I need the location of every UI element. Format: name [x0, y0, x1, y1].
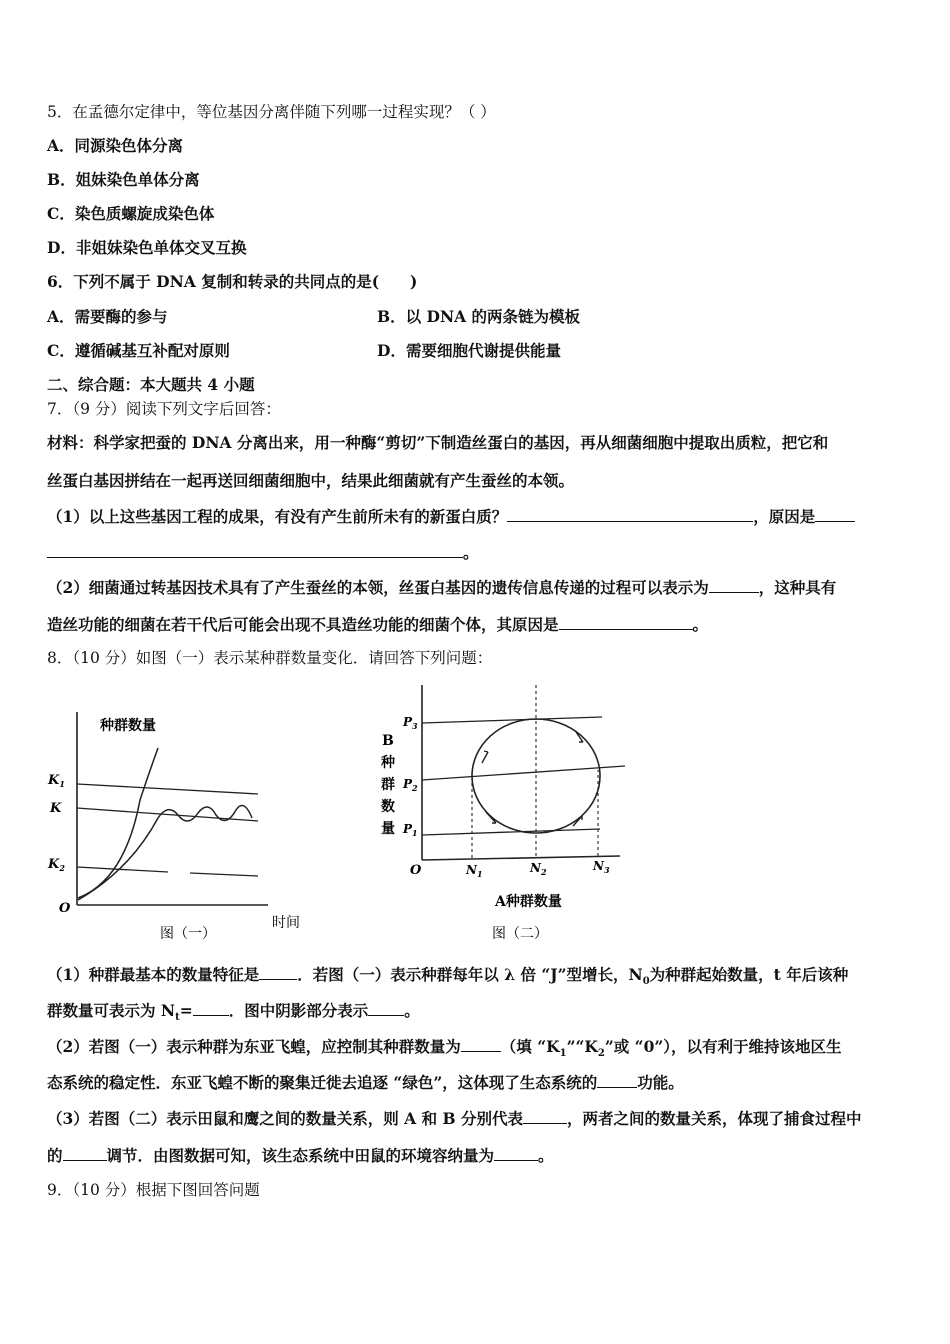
fig2-ylabel-4: 数 [381, 799, 395, 815]
q5-option-b: B．姐妹染色单体分离 [47, 170, 200, 189]
q8-answer-blank-7[interactable] [63, 1145, 107, 1161]
fig1-j-curve [78, 748, 158, 898]
q7-part1-line1 [47, 506, 855, 527]
q6-option-a: A．需要酶的参与 [47, 307, 168, 326]
figure-2 [370, 680, 640, 945]
q8-part3-line1 [47, 1108, 862, 1129]
q7-material-line1: 材料：科学家把蚕的 DNA 分离出来，用一种酶“剪切”下制造丝蛋白的基因，再从细菌细胞中提取出质粒，把它和 [47, 433, 829, 452]
q9-stem: 9．（10 分）根据下图回答问题 [47, 1181, 260, 1199]
q7-part1-reason: ，原因是 [753, 507, 816, 526]
fig2-p2-label: $P_2$ [403, 777, 418, 793]
q8-answer-blank-8[interactable] [494, 1145, 538, 1161]
q7-part2-cont: ，这种具有 [758, 578, 837, 597]
q8-answer-blank-6[interactable] [523, 1108, 567, 1124]
q8-part1-shaded: ．图中阴影部分表示 [228, 1001, 369, 1020]
fig2-p3-line [422, 717, 602, 723]
q8-part3-de: 的 [47, 1146, 63, 1165]
q8-part2-line1 [47, 1036, 842, 1064]
q8-part2-fill-k1: （填 “K [500, 1037, 560, 1056]
q7-part2-reason: 造丝功能的细菌在若干代后可能会出现不具造丝功能的细菌个体，其原因是 [47, 615, 559, 634]
q5-option-d: D．非姐妹染色单体交叉互换 [47, 238, 247, 257]
q5-option-a: A．同源染色体分离 [47, 136, 184, 155]
q7-part1-text: （1）以上这些基因工程的成果，有没有产生前所未有的新蛋白质？ [47, 507, 508, 526]
fig1-s-curve [78, 806, 252, 901]
figure-1 [40, 700, 320, 945]
q7-part2-end: 。 [692, 615, 709, 634]
fig2-ylabel-2: 种 [381, 755, 395, 771]
fig2-p3-label: $P_3$ [403, 715, 418, 731]
fig2-p2-line [422, 766, 625, 780]
q8-part1-cont2: 为种群起始数量，t 年后该种 [649, 965, 849, 984]
q8-part3-cont: ，两者之间的数量关系，体现了捕食过程中 [567, 1109, 862, 1128]
q8-part2-cont: ”或 “0”），以有利于维持该地区生 [604, 1037, 842, 1056]
q7-answer-blank-4[interactable] [709, 577, 759, 593]
q8-part1-text: （1）种群最基本的数量特征是 [47, 965, 260, 984]
q7-stem: 7．（9 分）阅读下列文字后回答： [47, 400, 281, 418]
q7-answer-blank-1[interactable] [507, 506, 753, 522]
q8-part1-line1 [47, 964, 848, 992]
q8-part2-sub2: 2 [597, 1048, 605, 1060]
q8-part3-text: （3）若图（二）表示田鼠和鹰之间的数量关系，则 A 和 B 分别代表 [47, 1109, 523, 1128]
fig1-k2-label: $K_2$ [48, 857, 65, 873]
fig2-arrow-lower-left [486, 812, 496, 823]
q7-answer-blank-2[interactable] [815, 506, 855, 522]
q8-part2-sub1: 1 [559, 1048, 567, 1060]
q8-answer-blank-1[interactable] [259, 964, 297, 980]
fig2-p1-line [422, 829, 600, 835]
q7-material-line2: 丝蛋白基因拼结在一起再送回细菌细胞中，结果此细菌就有产生蚕丝的本领。 [47, 471, 575, 490]
fig2-arrow-upper-left [482, 751, 488, 763]
q8-part3-text2: 调节．由图数据可知，该生态系统中田鼠的环境容纳量为 [106, 1146, 495, 1165]
q8-part1-equals: = [179, 1001, 193, 1020]
fig2-p1-label: $P_1$ [403, 822, 418, 838]
q8-part1-end: 。 [404, 1001, 420, 1020]
q7-part2-line1 [47, 577, 836, 598]
fig2-caption: 图（二） [492, 926, 548, 942]
fig1-k-label: K [50, 801, 62, 816]
fig2-n2-label: $N_2$ [530, 861, 547, 877]
fig1-k1-label: $K_1$ [48, 773, 65, 789]
fig1-caption: 图（一） [160, 926, 216, 942]
q8-part2-line2 [47, 1072, 684, 1093]
fig2-xlabel: A种群数量 [495, 894, 562, 910]
section-heading: 二、综合题：本大题共 4 小题 [47, 375, 255, 394]
q5-option-c: C．染色质螺旋成染色体 [47, 204, 215, 223]
fig2-ylabel-b: B [382, 733, 394, 749]
q7-part1-end: 。 [463, 543, 479, 562]
q8-part2-fill-k2: ”“K [566, 1037, 598, 1056]
fig1-ylabel: 种群数量 [100, 718, 156, 734]
q6-option-d: D．需要细胞代谢提供能量 [377, 341, 561, 360]
q8-part1-cont: ．若图（一）表示种群每年以 λ 倍 “J”型增长，N [297, 965, 643, 984]
q5-stem: 5．在孟德尔定律中，等位基因分离伴随下列哪一过程实现？（ ） [47, 103, 496, 121]
q8-stem: 8．（10 分）如图（一）表示某种群数量变化．请回答下列问题： [47, 649, 493, 667]
q6-option-b: B．以 DNA 的两条链为模板 [377, 307, 581, 326]
fig1-k1-line [77, 784, 258, 794]
fig2-n3-label: $N_3$ [593, 859, 610, 875]
q8-part1-line2 [47, 1000, 420, 1028]
fig1-k2-line-b [190, 873, 258, 876]
fig2-n1-label: $N_1$ [466, 863, 483, 879]
q6-stem: 6．下列不属于 DNA 复制和转录的共同点的是( ) [47, 272, 418, 291]
q8-part3-line2 [47, 1145, 554, 1166]
q7-answer-blank-3[interactable] [47, 542, 463, 558]
q8-answer-blank-3[interactable] [368, 1000, 404, 1016]
fig1-k2-line-a [77, 867, 168, 872]
q8-part1-formula: 群数量可表示为 N [47, 1001, 176, 1020]
fig1-xlabel: 时间 [272, 915, 300, 931]
q8-part3-end: 。 [538, 1146, 554, 1165]
q7-answer-blank-5[interactable] [559, 614, 693, 630]
fig2-x-axis [422, 856, 620, 860]
fig2-origin: O [410, 863, 422, 878]
q6-option-c: C．遵循碱基互补配对原则 [47, 341, 230, 360]
q8-part1-sub0: 0 [642, 976, 650, 988]
fig1-origin: O [59, 901, 71, 916]
q7-part2-text: （2）细菌通过转基因技术具有了产生蚕丝的本领，丝蛋白基因的遗传信息传递的过程可以表示为 [47, 578, 709, 597]
q8-part1-subt: t [175, 1012, 180, 1024]
q7-part1-line2 [47, 542, 479, 563]
fig2-ylabel-5: 量 [381, 821, 395, 837]
q8-answer-blank-4[interactable] [461, 1036, 501, 1052]
q7-part2-line2 [47, 614, 708, 635]
fig2-ylabel-3: 群 [381, 777, 395, 793]
q8-answer-blank-5[interactable] [597, 1072, 637, 1088]
q8-part2-end: 功能。 [637, 1073, 684, 1092]
q8-answer-blank-2[interactable] [193, 1000, 229, 1016]
q8-part2-text: （2）若图（一）表示种群为东亚飞蝗，应控制其种群数量为 [47, 1037, 461, 1056]
q8-part2-text2: 态系统的稳定性．东亚飞蝗不断的聚集迁徙去追逐 “绿色”，这体现了生态系统的 [47, 1073, 598, 1092]
